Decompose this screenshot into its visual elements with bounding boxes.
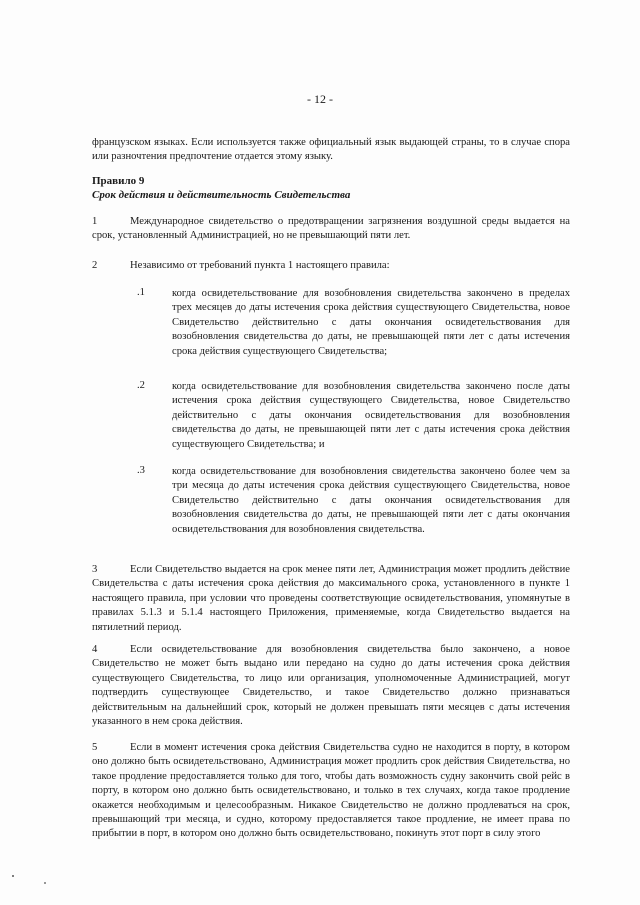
paragraph-2 — [92, 259, 570, 273]
subitem-label: .1 — [137, 287, 145, 298]
paragraph-text: Независимо от требований пункта 1 настоящего правила: — [130, 260, 390, 271]
paragraph-number: 5 — [92, 742, 98, 753]
paragraph-1 — [92, 215, 570, 244]
paragraph-number: 1 — [92, 216, 98, 227]
subitem-text: когда освидетельствование для возобновления свидетельства закончено в пределах трех месяцев до даты истечения срока действия существующего Свидетельства, новое Свидетельство действительно с даты окончания освидетельствования для возобновления свидетельства до даты, не превышающей пяти лет с даты истечения срока действия существующего Свидетельства; — [172, 288, 570, 357]
scan-speck — [12, 875, 14, 877]
paragraph-text: Международное свидетельство о предотвращении загрязнения воздушной среды выдается на срок, установленный Администрацией, но не превышающий пяти лет. — [92, 216, 570, 242]
paragraph-number: 4 — [92, 644, 98, 655]
paragraph-4 — [92, 643, 570, 729]
paragraph-3 — [92, 563, 570, 635]
subitem-text: когда освидетельствование для возобновления свидетельства закончено после даты истечения срока действия существующего Свидетельства, новое Свидетельство действительно с даты окончания освидетельствования для возобновления свидетельства до даты, не превышающей пяти лет с даты истечения срока действия существующего Свидетельства; и — [172, 381, 570, 450]
paragraph-text: Если Свидетельство выдается на срок менее пяти лет, Администрация может продлить действие Свидетельства с даты истечения срока действия до максимального срока, установленного в пункте 1 настоящего правила, при условии что проведены соответствующие освидетельствования, упомянутые в правилах 5.1.3 и 5.1.4 настоящего Приложения, применяемые, когда Свидетельство выдается на пятилетний период. — [92, 564, 570, 633]
paragraph-5 — [92, 741, 570, 842]
scan-speck — [44, 882, 46, 884]
paragraph-text: Если освидетельствование для возобновления свидетельства было закончено, а новое Свидетельство не может быть выдано или передано на судно до даты истечения срока действия существующего Свидетельства, то лицо или организация, уполномоченные Администрацией, могут подтвердить существующее Свидетельство, и такое Свидетельство должно признаваться действительным на дальнейший срок, который не должен превышать пяти месяцев с даты истечения указанного в нем срока действия. — [92, 644, 570, 728]
subitem-label: .3 — [137, 465, 145, 476]
paragraph-number: 2 — [92, 260, 98, 271]
intro-paragraph: французском языках. Если используется также официальный язык выдающей страны, то в случае спора или разночтения предпочтение отдается этому языку. — [92, 137, 570, 163]
page-number: - 12 - — [307, 92, 333, 106]
rule-title: Срок действия и действительность Свидетельства — [92, 189, 351, 202]
paragraph-number: 3 — [92, 564, 98, 575]
paragraph-text: Если в момент истечения срока действия Свидетельства судно не находится в порту, в котором оно должно быть освидетельствовано, Администрация может продлить срок действия Свидетельства, но такое продление предоставляется только для того, чтобы дать возможность судну закончить свой рейс в порту, в котором оно должно быть освидетельствовано, и только в тех случаях, когда такое продление окажется необходимым и целесообразным. Никакое Свидетельство не должно продлеваться на срок, превышающий три месяца, и судно, которому предоставляется такое продление, не имеет права по прибытии в порт, в котором оно должно быть освидетельствовано, покинуть этот порт в силу этого — [92, 742, 570, 840]
rule-heading-block — [92, 174, 570, 203]
subitem-text: когда освидетельствование для возобновления свидетельства закончено более чем за три месяца до даты истечения срока действия существующего Свидетельства, новое Свидетельство действительно с даты окончания освидетельствования для возобновления свидетельства до даты, не превышающей пяти лет с даты окончания освидетельствования для возобновления свидетельства. — [172, 466, 570, 535]
subitem-label: .2 — [137, 380, 145, 391]
rule-heading: Правило 9 — [92, 175, 145, 187]
